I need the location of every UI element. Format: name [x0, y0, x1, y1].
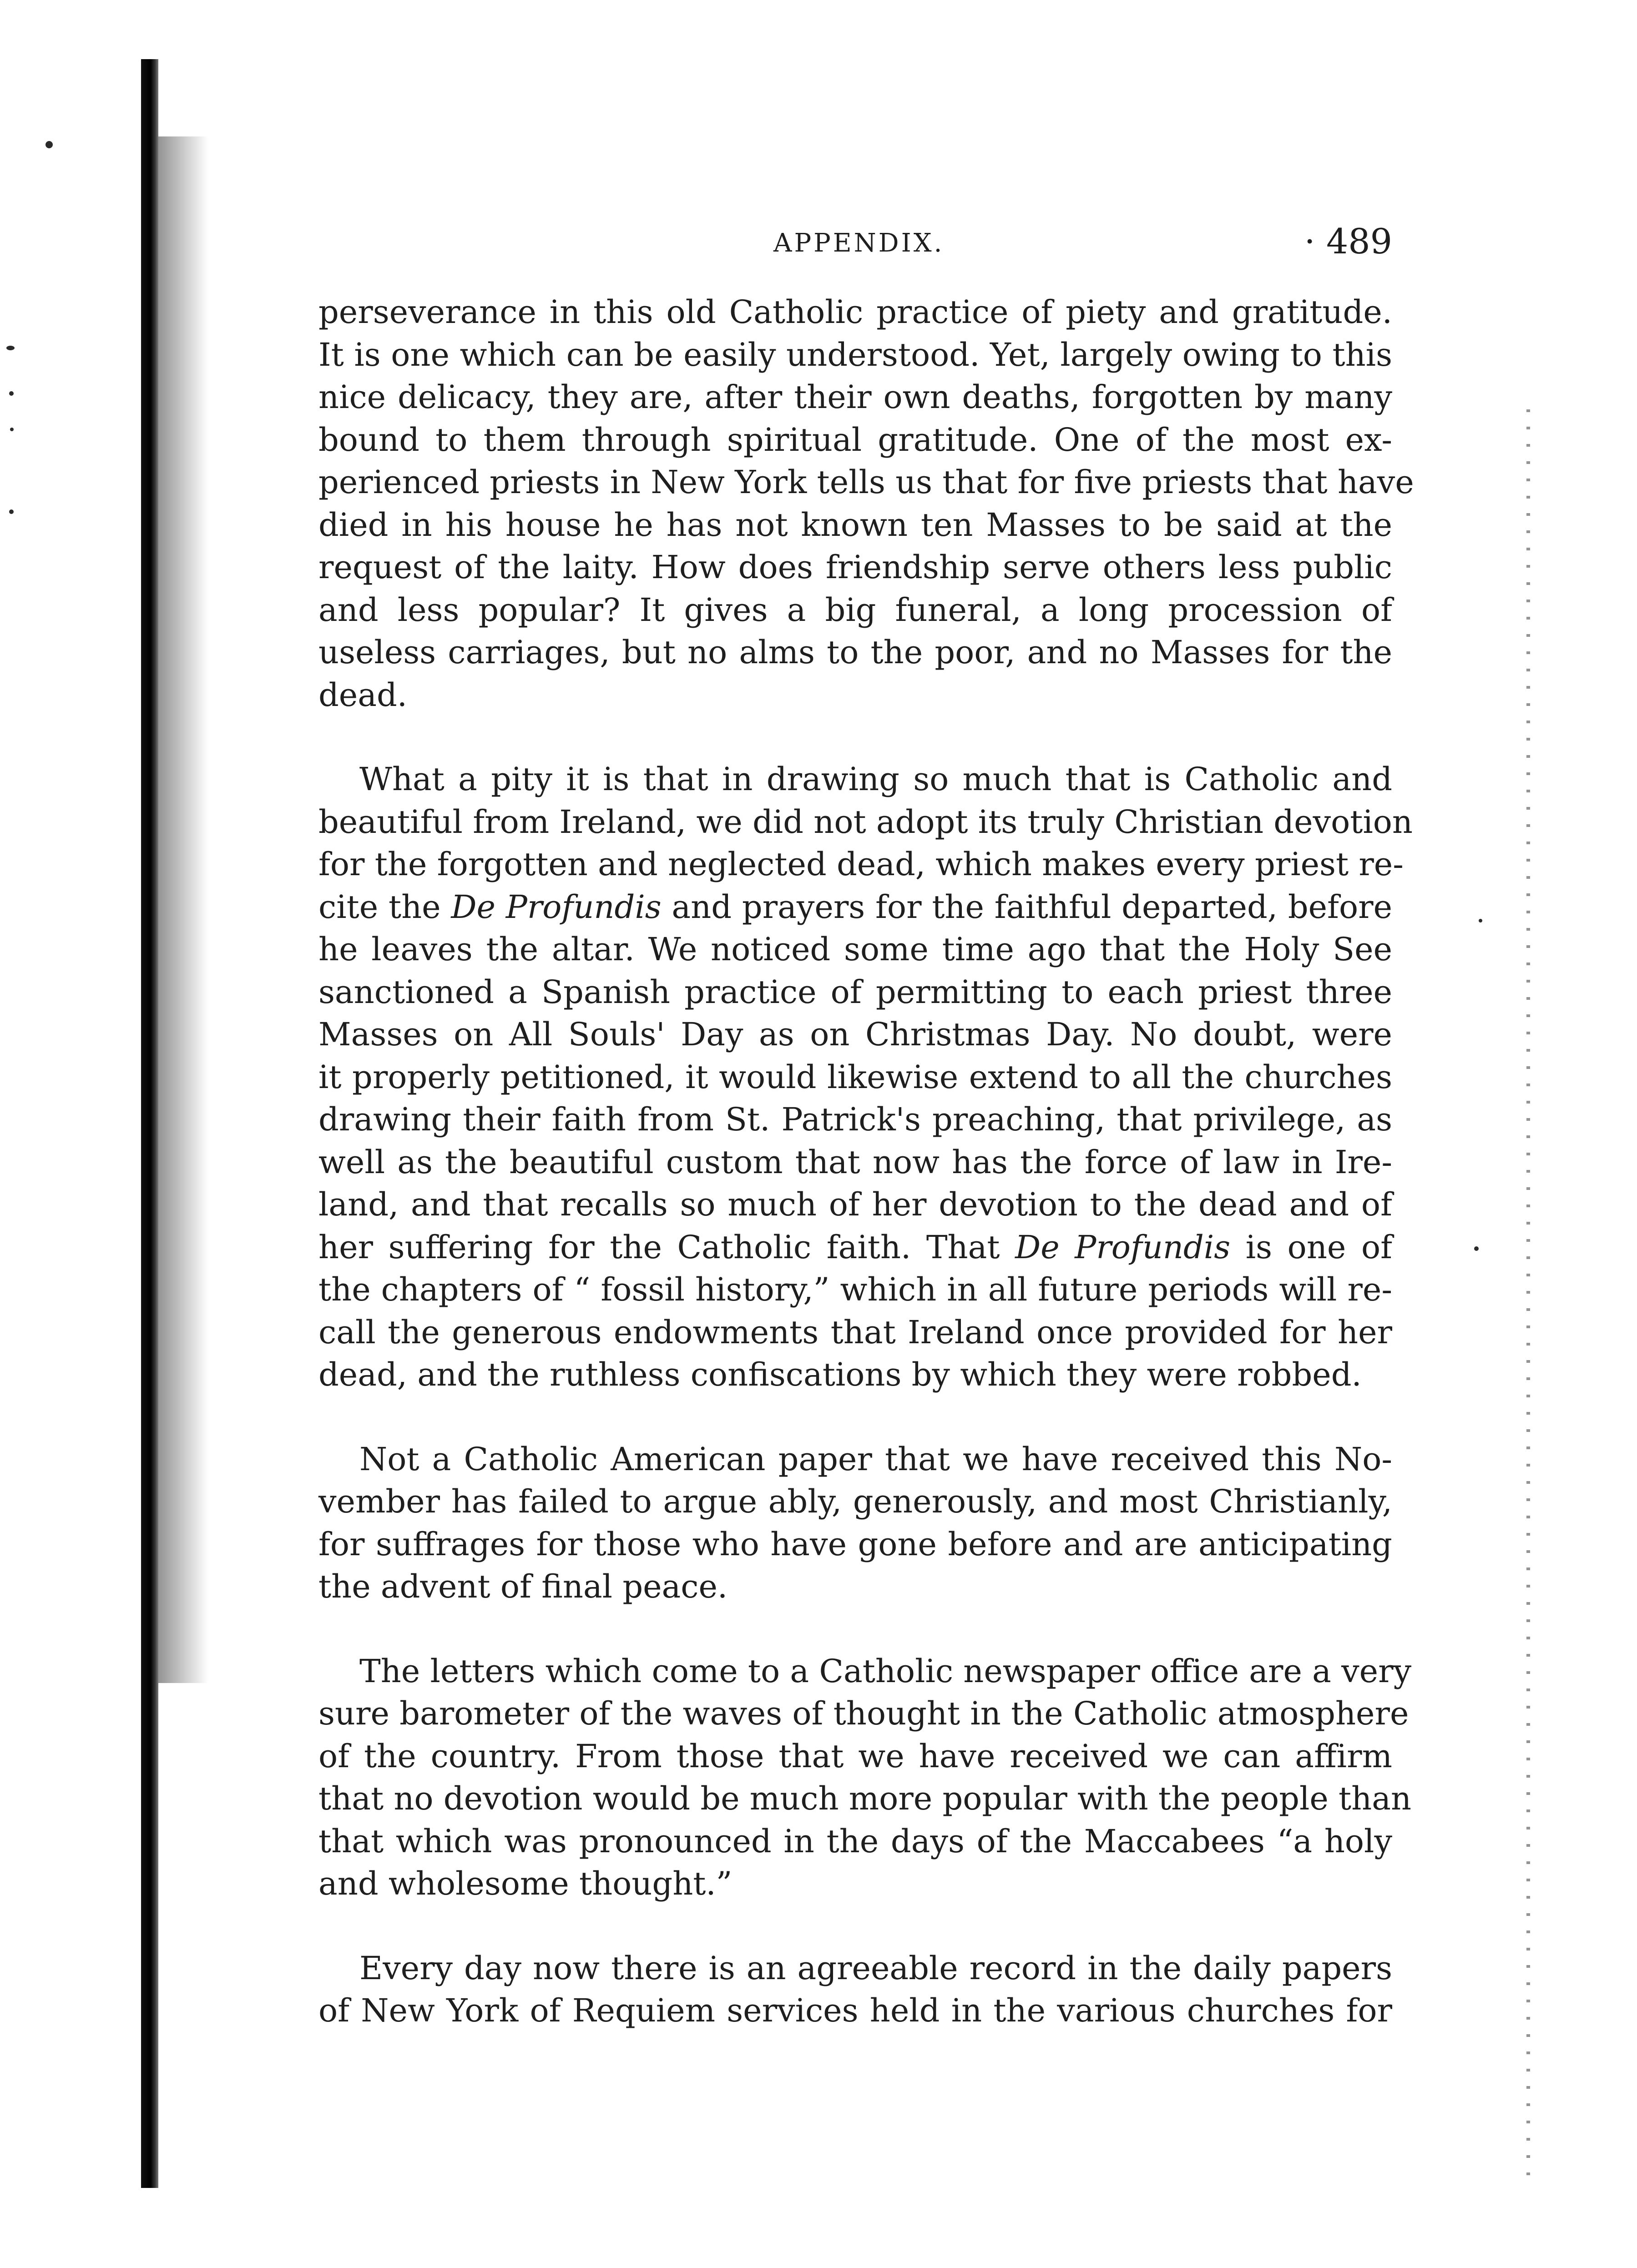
text-line: Every day now there is an agreeable record in the daily papers: [359, 1949, 1392, 1987]
text-line: well as the beautiful custom that now has the force of law in Ire-: [318, 1143, 1392, 1181]
scan-speck: [9, 391, 14, 396]
paragraph-4: [318, 1650, 1412, 1905]
text-line: of the country. From those that we have received we can affirm: [318, 1737, 1392, 1775]
text-line: for suffrages for those who have gone before and are anticipating: [318, 1525, 1392, 1563]
text-line: Not a Catholic American paper that we have received this No-: [359, 1440, 1392, 1478]
paragraph-gap: [318, 1905, 1392, 1947]
text-line: of New York of Requiem services held in the various churches for: [318, 1992, 1392, 2029]
text-line: land, and that recalls so much of her devotion to the dead and of: [318, 1186, 1392, 1223]
page-number: · 489: [1304, 221, 1392, 262]
scan-speck: [10, 428, 14, 431]
page-number-value: 489: [1326, 221, 1392, 262]
text-line: and less popular? It gives a big funeral, a long procession of: [318, 591, 1392, 629]
text-line: it properly petitioned, it would likewise extend to all the churches: [318, 1058, 1392, 1096]
running-title: APPENDIX.: [773, 228, 945, 258]
text-line: the chapters of “ fossil history,” which in all future periods will re-: [318, 1271, 1392, 1308]
text-line: vember has failed to argue ably, generously, and most Christianly,: [318, 1483, 1392, 1520]
binding-gutter: [141, 59, 158, 2188]
text-line: that no devotion would be much more popular with the people than: [318, 1780, 1412, 1817]
text-line: that which was pronounced in the days of the Maccabees “a holy: [318, 1822, 1392, 1860]
text-line: perienced priests in New York tells us that for five priests that have: [318, 464, 1414, 501]
text-line: nice delicacy, they are, after their own deaths, forgotten by many: [318, 378, 1392, 416]
text-line: call the generous endowments that Ireland once provided for her: [318, 1313, 1392, 1351]
paragraph-1: [318, 291, 1414, 716]
text-line: drawing their faith from St. Patrick's preaching, that privilege, as: [318, 1101, 1392, 1138]
paragraph-3: [318, 1438, 1392, 1608]
text-line: dead, and the ruthless confiscations by which they were robbed.: [318, 1356, 1362, 1393]
text-line: sanctioned a Spanish practice of permitting to each priest three: [318, 973, 1392, 1011]
text-line: he leaves the altar. We noticed some time ago that the Holy See: [318, 931, 1392, 968]
text-line: the advent of final peace.: [318, 1568, 728, 1605]
text-line: cite the De Profundis and prayers for the faithful departed, before: [318, 888, 1392, 926]
gutter-shadow: [158, 136, 208, 1683]
paragraph-5: [318, 1947, 1392, 2032]
body-text: [318, 291, 1414, 2032]
italic-title: De Profundis: [1015, 1228, 1231, 1266]
text-line: beautiful from Ireland, we did not adopt its truly Christian devotion: [318, 803, 1413, 841]
text-line: perseverance in this old Catholic practice of piety and gratitude.: [318, 293, 1392, 331]
right-edge-noise: [1526, 409, 1530, 2183]
text-line: It is one which can be easily understood. Yet, largely owing to this: [318, 336, 1392, 373]
scan-speck: [1479, 919, 1482, 922]
text-line: The letters which come to a Catholic newspaper office are a very: [359, 1652, 1412, 1690]
text-line: for the forgotten and neglected dead, which makes every priest re-: [318, 846, 1404, 883]
paragraph-gap: [318, 716, 1392, 758]
text-line: bound to them through spiritual gratitude. One of the most ex-: [318, 421, 1392, 459]
text-line: request of the laity. How does friendship serve others less public: [318, 549, 1392, 586]
text-line: dead.: [318, 676, 408, 714]
scan-speck: [9, 509, 14, 514]
paragraph-gap: [318, 1396, 1392, 1438]
paragraph-gap: [318, 1608, 1392, 1650]
running-head: [318, 221, 1392, 262]
paragraph-2: [318, 758, 1413, 1396]
italic-title: De Profundis: [451, 888, 662, 926]
text-line: What a pity it is that in drawing so much that is Catholic and: [359, 761, 1392, 798]
text-line: died in his house he has not known ten Masses to be said at the: [318, 506, 1392, 544]
scan-speck: [6, 346, 15, 350]
scan-speck: [45, 141, 53, 148]
text-line: useless carriages, but no alms to the poor, and no Masses for the: [318, 634, 1392, 671]
scan-speck: [1474, 1246, 1479, 1251]
text-line: and wholesome thought.”: [318, 1865, 733, 1902]
text-line: Masses on All Souls' Day as on Christmas Day. No doubt, were: [318, 1016, 1392, 1053]
text-line: sure barometer of the waves of thought in the Catholic atmosphere: [318, 1695, 1409, 1732]
text-line: her suffering for the Catholic faith. That De Profundis is one of: [318, 1228, 1392, 1266]
